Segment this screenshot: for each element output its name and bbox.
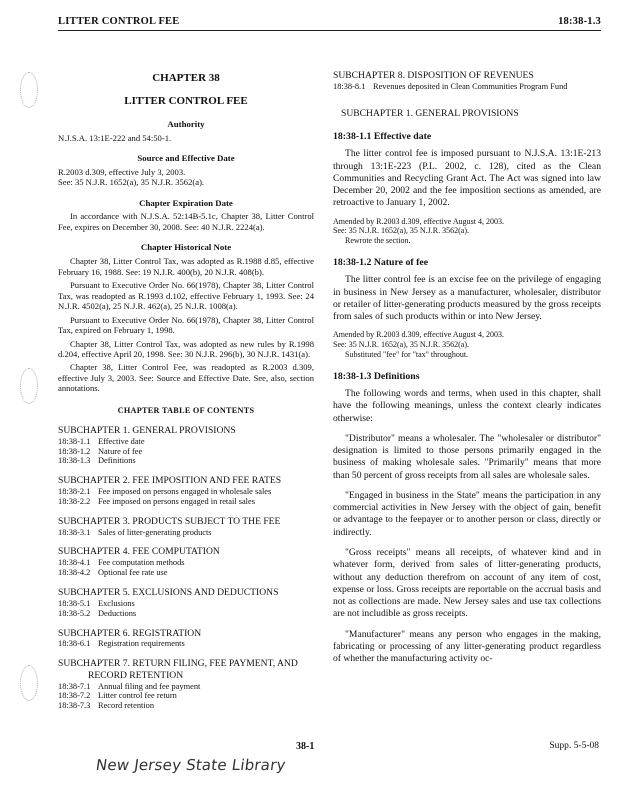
definition-paragraph: "Distributor" means a wholesaler. The "wholesaler or distributor" designation is limited to those persons primarily engaged in the business of making wholesale sales. "Primarily" means that more than 50 percent of gross receipts from all sales are wholesale sales. xyxy=(333,432,601,481)
toc-subchapter-title: SUBCHAPTER 4. FEE COMPUTATION xyxy=(58,546,220,558)
toc-subchapter-title-cont: RECORD RETENTION xyxy=(88,669,184,681)
toc-subchapter-title: SUBCHAPTER 2. FEE IMPOSITION AND FEE RATES xyxy=(58,475,282,487)
history-note: Chapter 38, Litter Control Tax, was adopted as new rules by R.1998 d.204, effective April 20, 1998. See: 30 N.J.R. 296(b), 30 N.J.R. 1431(a). xyxy=(58,338,314,359)
toc-heading: CHAPTER TABLE OF CONTENTS xyxy=(117,405,255,415)
section-heading: 18:38-1.2 Nature of fee xyxy=(333,257,429,269)
running-header xyxy=(58,8,601,31)
toc-subchapter xyxy=(58,475,314,507)
history-note: Chapter 38, Litter Control Fee, was readopted as R.2003 d.309, effective July 3, 2003. See: Source and Effective Date. See, also, section annotations. xyxy=(58,362,314,394)
toc-subchapter-title: SUBCHAPTER 3. PRODUCTS SUBJECT TO THE FEE xyxy=(58,515,281,527)
toc-subchapter-title: SUBCHAPTER 5. EXCLUSIONS AND DEDUCTIONS xyxy=(58,586,279,598)
authority-text: N.J.S.A. 13:1E-222 and 54:50-1. xyxy=(58,132,172,143)
toc-entry: 18:38-2.1 Fee imposed on persons engaged in wholesale sales xyxy=(58,487,272,497)
toc-entry: 18:38-4.1 Fee computation methods xyxy=(58,558,185,568)
history-heading: Chapter Historical Note xyxy=(140,242,232,253)
history-note: Chapter 38, Litter Control Tax, was adopted as R.1988 d.85, effective February 16, 1988. See: 19 N.J.R. 400(b), 20 N.J.R. 408(b). xyxy=(58,256,314,277)
punch-hole-mark xyxy=(20,665,38,701)
library-stamp: New Jersey State Library xyxy=(94,756,287,774)
definition-paragraph: "Manufacturer" means any person who engages in the making, fabricating or processing of any litter-generating product regardless of whether the manufacturing activity oc- xyxy=(333,628,601,665)
toc-subchapter xyxy=(58,628,314,650)
toc-entry: 18:38-7.3 Record retention xyxy=(58,701,155,711)
expiration-heading: Chapter Expiration Date xyxy=(139,197,233,208)
toc-entry: 18:38-5.2 Deductions xyxy=(58,608,137,618)
toc-entry: 18:38-4.2 Optional fee rate use xyxy=(58,568,168,578)
toc-entry: 18:38-5.1 Exclusions xyxy=(58,598,135,608)
source-text: R.2003 d.309, effective July 3, 2003. xyxy=(58,166,186,177)
toc-subchapter-title: SUBCHAPTER 6. REGISTRATION xyxy=(58,627,202,639)
toc-subchapter xyxy=(58,587,314,619)
toc-entry: 18:38-1.1 Effective date xyxy=(58,436,145,446)
toc-entry: 18:38-1.2 Nature of fee xyxy=(58,446,143,456)
source-citation: See: 35 N.J.R. 1652(a), 35 N.J.R. 3562(a). xyxy=(58,177,205,188)
toc-subchapter-title: SUBCHAPTER 1. GENERAL PROVISIONS xyxy=(58,424,236,436)
authority-heading: Authority xyxy=(167,118,205,129)
toc-subchapter xyxy=(58,516,314,538)
toc-subchapter xyxy=(58,546,314,578)
section-body: The litter control fee is imposed pursuant to N.J.S.A. 13:1E-213 through 13:1E-223 (P.L. 2002, c. 128), cited as the Clean Communities and Recycling Grant Act. The Act was signed into law December 20, 2002 and the fee imposition sections as amended, are retroactive to January 1, 2002. xyxy=(333,148,601,209)
section-history: Amended by R.2003 d.309, effective August 4, 2003. See: 35 N.J.R. 1652(a), 35 N.J.R. 3562(a). Substituted "fee" for "tax" throughout. xyxy=(333,330,504,359)
header-title: LITTER CONTROL FEE xyxy=(58,16,180,27)
toc-entry: 18:38-3.1 Sales of litter-generating products xyxy=(58,527,212,537)
section-heading: 18:38-1.1 Effective date xyxy=(333,131,432,143)
expiration-text: In accordance with N.J.S.A. 52:14B-5.1c, Chapter 38, Litter Control Fee, expires on December 30, 2008. See: 40 N.J.R. 2224(a). xyxy=(58,211,314,232)
section-history: Amended by R.2003 d.309, effective August 4, 2003. See: 35 N.J.R. 1652(a), 35 N.J.R. 3562(a). Rewrote the section. xyxy=(333,216,504,245)
definition-paragraph: The following words and terms, when used in this chapter, shall have the following meanings, unless the context clearly indicates otherwise: xyxy=(333,388,601,424)
toc-subchapter-title: SUBCHAPTER 7. RETURN FILING, FEE PAYMENT, AND xyxy=(58,658,298,670)
definition-paragraph: "Engaged in business in the State" means the participation in any commercial activities in New Jersey with the object of gain, benefit or advantage to the feepayer or to another person or class, directly or indirectly. xyxy=(333,489,601,538)
toc-subchapter-title: SUBCHAPTER 8. DISPOSITION OF REVENUES xyxy=(333,70,534,81)
toc-entry: 18:38-1.3 Definitions xyxy=(58,456,136,466)
toc-entry: 18:38-6.1 Registration requirements xyxy=(58,639,185,649)
toc-entry: 18:38-8.1 Revenues deposited in Clean Communities Program Fund xyxy=(333,81,568,91)
chapter-number: CHAPTER 38 xyxy=(152,72,220,84)
history-note: Pursuant to Executive Order No. 66(1978), Chapter 38, Litter Control Tax, expired on February 1, 1998. xyxy=(58,314,314,336)
definition-paragraph: "Gross receipts" means all receipts, of whatever kind and in whatever form, derived from sales of litter-generating products, without any deduction therefrom on account of any item of cost, expense or loss. Gross receipts are reportable on the accrual basis and not as collections are made. New Jersey sales and use tax collections are not includible as gross receipts. xyxy=(333,547,601,620)
header-section-number: 18:38-1.3 xyxy=(558,16,601,27)
toc-subchapter xyxy=(58,425,314,466)
punch-hole-mark xyxy=(20,72,38,108)
toc-entry: 18:38-2.2 Fee imposed on persons engaged in retail sales xyxy=(58,496,255,506)
section-body: The litter control fee is an excise fee on the privilege of engaging in business in New Jersey as a manufacturer, wholesaler, distributor or retailer of litter-generating products measured by the gross receipts from sales of such products within or into New Jersey. xyxy=(333,274,601,323)
left-column xyxy=(58,70,314,711)
page-number: 38-1 xyxy=(296,741,315,752)
punch-hole-mark xyxy=(20,368,38,404)
toc-subchapter xyxy=(58,658,314,711)
toc-entry: 18:38-7.2 Litter control fee return xyxy=(58,691,177,701)
chapter-title: LITTER CONTROL FEE xyxy=(124,95,248,108)
right-column xyxy=(333,70,601,665)
supplement-date: Supp. 5-5-08 xyxy=(549,741,599,751)
toc-entry: 18:38-7.1 Annual filing and fee payment xyxy=(58,681,201,691)
history-note: Pursuant to Executive Order No. 66(1978), Chapter 38, Litter Control Tax, was readopted as R.1993 d.102, effective February 1, 1993. See: 24 N.J.R. 4502(a), 25 N.J.R. 462(a), 25 N.J.R. 1008(a). xyxy=(58,280,314,312)
section-heading: 18:38-1.3 Definitions xyxy=(333,371,420,383)
source-heading: Source and Effective Date xyxy=(137,153,235,164)
subchapter-heading: SUBCHAPTER 1. GENERAL PROVISIONS xyxy=(341,107,519,119)
